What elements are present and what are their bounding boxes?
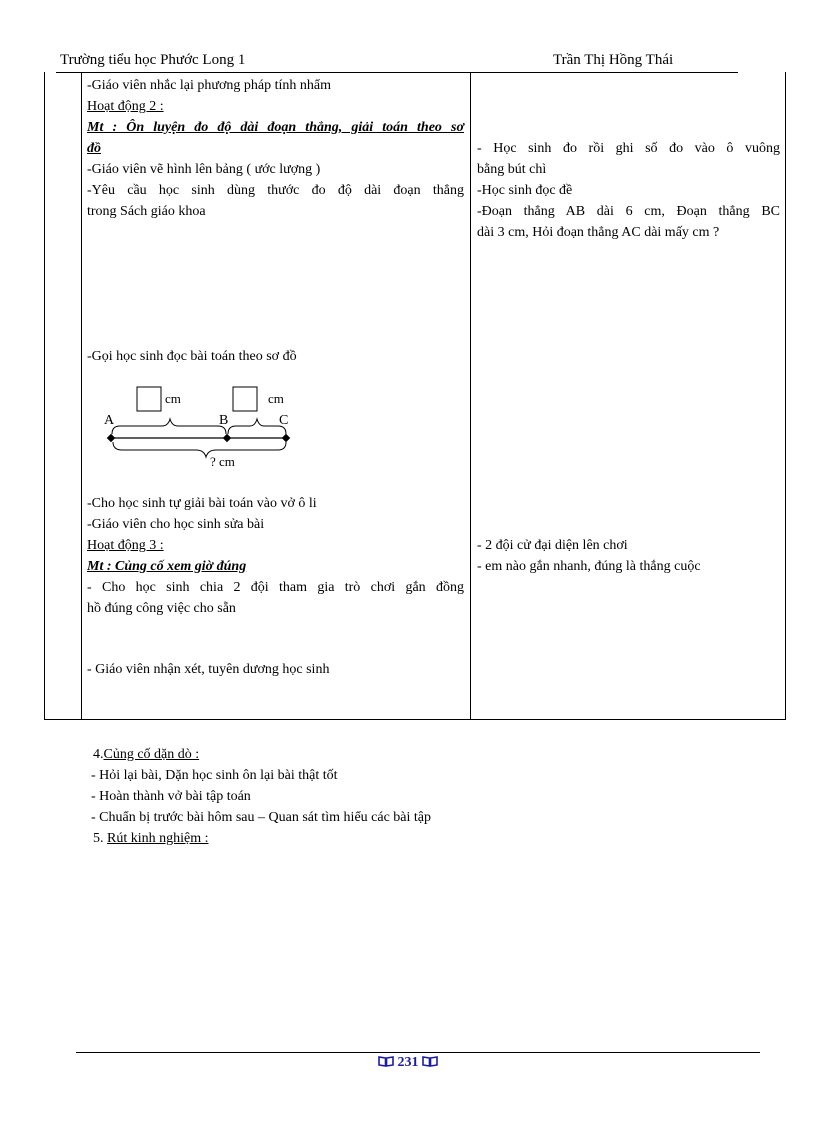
answer-box-ab xyxy=(137,387,161,411)
school-name: Trường tiểu học Phước Long 1 xyxy=(60,52,246,68)
point-a-label: A xyxy=(104,413,115,428)
student-activities xyxy=(477,138,780,243)
measure-request: -Yêu cầu học sinh dùng thước đo độ dài đoạn thẳng xyxy=(87,183,464,198)
activity-3-title: Hoạt động 3 : xyxy=(87,538,164,553)
section-4-number: 4. xyxy=(93,747,104,762)
table-col-divider-1 xyxy=(81,72,82,720)
activity-3-goal: Mt : Củng cố xem giờ đúng xyxy=(87,559,247,574)
recall-method: -Giáo viên nhắc lại phương pháp tính nhẩm xyxy=(87,78,331,93)
section-5-title: Rút kinh nghiệm : xyxy=(107,831,209,846)
activity-2-goal-cont: đồ xyxy=(87,141,101,156)
brace-bc xyxy=(228,419,286,434)
section-5-heading xyxy=(93,828,209,849)
segment-diagram xyxy=(100,382,310,474)
point-c-label: C xyxy=(279,413,289,428)
closing-item: - Chuẩn bị trước bài hôm sau – Quan sát tìm hiểu các bài tập xyxy=(91,810,432,825)
page-footer xyxy=(0,1055,816,1071)
clock-game: - Cho học sinh chia 2 đội tham gia trò chơi gắn đồng xyxy=(87,580,464,595)
section-4-heading xyxy=(93,744,199,765)
page-number: 231 xyxy=(397,1055,419,1070)
point-c-marker xyxy=(282,434,290,442)
draw-on-board: -Giáo viên vẽ hình lên bảng ( ước lượng ) xyxy=(87,162,321,177)
answer-box-bc xyxy=(233,387,257,411)
brace-ac xyxy=(113,442,286,457)
section-5-number: 5. xyxy=(93,831,104,846)
student-measure-cont: bằng bút chì xyxy=(477,162,547,177)
unit-label-bc: cm xyxy=(268,391,284,406)
closing-list xyxy=(91,765,431,828)
read-problem: -Gọi học sinh đọc bài toán theo sơ đồ xyxy=(87,349,297,364)
solve-in-notebook: -Cho học sinh tự giải bài toán vào vở ô li xyxy=(87,496,317,511)
problem-statement-cont: dài 3 cm, Hỏi đoạn thẳng AC dài mấy cm ? xyxy=(477,225,720,240)
activity-2-goal: Mt : Ôn luyện đo độ dài đoạn thẳng, giải toán theo sơ xyxy=(87,120,464,135)
book-icon xyxy=(378,1056,394,1067)
teacher-activities xyxy=(87,75,464,222)
student-read: -Học sinh đọc đề xyxy=(477,183,573,198)
table-col-divider-2 xyxy=(470,72,471,720)
book-icon xyxy=(422,1056,438,1067)
teacher-name: Trần Thị Hồng Thái xyxy=(553,52,674,68)
closing-item: - Hỏi lại bài, Dặn học sinh ôn lại bài thật tốt xyxy=(91,768,338,783)
team-selection: - 2 đội cử đại diện lên chơi xyxy=(477,538,628,553)
total-length-label: ? cm xyxy=(210,454,235,469)
section-4-title: Củng cố dặn dò : xyxy=(103,747,200,762)
game-winner-rule: - em nào gắn nhanh, đúng là thắng cuộc xyxy=(477,559,701,574)
teacher-praise: - Giáo viên nhận xét, tuyên dương học sinh xyxy=(87,662,330,677)
clock-game-cont: hồ đúng công việc cho sẵn xyxy=(87,601,236,616)
measure-request-cont: trong Sách giáo khoa xyxy=(87,204,206,219)
point-a-marker xyxy=(107,434,115,442)
point-b-label: B xyxy=(219,413,229,428)
point-b-marker xyxy=(223,434,231,442)
student-measure: - Học sinh đo rồi ghi số đo vào ô vuông xyxy=(477,141,780,156)
unit-label-ab: cm xyxy=(165,391,181,406)
correct-answers: -Giáo viên cho học sinh sửa bài xyxy=(87,517,265,532)
closing-item: - Hoàn thành vở bài tập toán xyxy=(91,789,251,804)
problem-statement: -Đoạn thẳng AB dài 6 cm, Đoạn thẳng BC xyxy=(477,204,780,219)
footer-divider xyxy=(76,1052,760,1053)
activity-2-title: Hoạt động 2 : xyxy=(87,99,164,114)
brace-ab xyxy=(112,419,226,434)
